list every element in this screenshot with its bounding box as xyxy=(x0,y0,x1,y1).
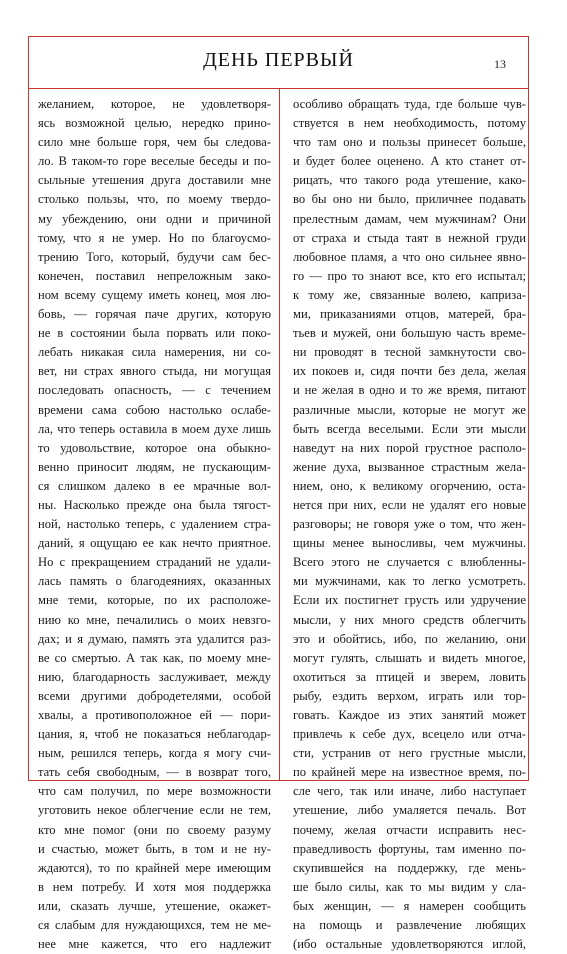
text-line: трению Того, который, будучи сам бес- xyxy=(38,249,271,264)
text-line: жение духа, вызванное страстным жела- xyxy=(293,459,526,474)
text-line: даний, я ощущаю ее как нечто приятное. xyxy=(38,536,271,551)
text-line: их покоев и, сидя почти без дела, желая xyxy=(293,364,526,379)
text-line: что сам получил, по мере возможности xyxy=(38,784,271,799)
text-line: от страха и стыда таят в нежной груди xyxy=(293,230,526,245)
text-line: тому, что я не умер. Но по благоусмо- xyxy=(38,230,271,245)
page-number: 13 xyxy=(494,57,506,71)
text-line: это и обойтись, ибо, по желанию, они xyxy=(293,631,526,646)
text-line: прелестным дамам, чем мужчинам? Они xyxy=(293,211,526,226)
text-line: ми, приказаниями отцов, матерей, бра- xyxy=(293,307,526,322)
text-line: любовное пламя, а что оно сильнее явно- xyxy=(293,249,526,264)
text-line: ми мужчинами, как то легко усмотреть. xyxy=(293,574,526,589)
text-line: то удовольствие, которое она обыкно- xyxy=(38,440,271,455)
text-line: нется при них, если не удалят его новые xyxy=(293,497,526,512)
text-line: к тому же, связанные волею, каприза- xyxy=(293,287,526,302)
text-line: венно приносит людям, не пускающим- xyxy=(38,459,271,474)
text-line: рицать, что такого рода утешение, како- xyxy=(293,173,526,188)
text-line: на помощь и развлечение любящих xyxy=(293,918,526,933)
text-line: ны. Насколько прежде она была тягост- xyxy=(38,497,271,512)
text-line: охотиться за птицей и зверем, ловить xyxy=(293,669,526,684)
text-line: времени сама собою настолько ослабе- xyxy=(38,402,271,417)
text-line: скупившейся на поддержку, где мень- xyxy=(293,860,526,875)
text-line: ной, настолько теперь, с удалением стра- xyxy=(38,517,271,532)
text-line: ся слабым для нуждающихся, тем не ме- xyxy=(38,918,271,933)
text-line: Всего этого не случается с влюбленны- xyxy=(293,555,526,570)
text-line: Но с прекращением страданий не удали- xyxy=(38,555,271,570)
text-line: ся слишком далеко в ее мрачные вол- xyxy=(38,478,271,493)
text-line: нию ко мне, печалились о моих невзго- xyxy=(38,612,271,627)
text-line: лась память о благодеяниях, оказанных xyxy=(38,574,271,589)
text-line: ном всему сущему иметь конец, моя лю- xyxy=(38,287,271,302)
text-line: ни проводят в тесной замкнутости сво- xyxy=(293,345,526,360)
chapter-title: ДЕНЬ ПЕРВЫЙ xyxy=(203,49,354,71)
text-line: сило мне больше горя, чем бы следова- xyxy=(38,135,271,150)
text-line: дах; и я думаю, память эта удалится раз- xyxy=(38,631,271,646)
text-line: мне теми, которые, по их расположе- xyxy=(38,593,271,608)
text-line: что там оно и пользы принесет больше, xyxy=(293,135,526,150)
text-line: лебать никакая сила намерения, ни со- xyxy=(38,345,271,360)
text-line: последовать опасность, — с течением xyxy=(38,383,271,398)
text-line: цания, я, чтоб не показаться неблагодар- xyxy=(38,727,271,742)
column-divider xyxy=(279,89,280,780)
text-line: тьев и мужей, они большую часть време- xyxy=(293,326,526,341)
text-line: сле чего, так или иначе, либо наступает xyxy=(293,784,526,799)
text-line: вет, ни страх явного стыда, ни могущая xyxy=(38,364,271,379)
text-line: нее мне кажется, что его надлежит xyxy=(38,937,271,952)
text-line: праведливость фортуны, там именно по- xyxy=(293,841,526,856)
text-line: не в состоянии была порвать или поко- xyxy=(38,326,271,341)
text-line: бых женщин, — я намерен сообщить xyxy=(293,898,526,913)
text-line: ствуется в нем необходимость, потому xyxy=(293,116,526,131)
text-line: ло. В таком-то горе веселые беседы и по- xyxy=(38,154,271,169)
text-line: кто мне помог (они по своему разуму xyxy=(38,822,271,837)
text-column-left xyxy=(38,95,271,952)
text-line: особливо обращать туда, где больше чув- xyxy=(293,97,526,111)
text-line: конечен, поставил непреложным зако- xyxy=(38,268,271,283)
text-line: хвалы, а противоположное ей — пори- xyxy=(38,708,271,722)
text-line: и не желая в одно и то же время, питают xyxy=(293,383,526,398)
text-line: щины менее выносливы, чем мужчины. xyxy=(293,536,526,551)
text-line: всеми другими добродетелями, особой xyxy=(38,688,271,703)
text-line: и счастью, может быть, в том и не ну- xyxy=(38,841,271,856)
text-line: бовь, — горячая паче других, которую xyxy=(38,307,271,322)
text-line: му убеждению, они одни и причиной xyxy=(38,211,271,226)
text-line: (ибо остальные удовлетворяются иглой, xyxy=(293,937,526,952)
text-line: тать себя свободным, — в возврат того, xyxy=(38,765,271,780)
text-column-right xyxy=(293,95,526,952)
text-line: ждаются), то по крайней мере имеющим xyxy=(38,860,271,875)
text-line: быть всегда веселыми. Если эти мысли xyxy=(293,421,526,436)
text-line: нием, оно, к великому огорчению, оста- xyxy=(293,478,526,493)
text-line: наведут на них порой грустное располо- xyxy=(293,440,526,455)
text-line: и будет более оценено. А кто станет от- xyxy=(293,154,526,169)
text-line: ла, что теперь оставила в моем духе лишь xyxy=(38,421,271,436)
text-line: ным, решился теперь, когда я могу счи- xyxy=(38,746,271,761)
text-line: столько пользы, что, по моему твердо- xyxy=(38,192,271,207)
text-line: по крайней мере на известное время, по- xyxy=(293,765,526,780)
text-line: рыбу, ездить верхом, играть или тор- xyxy=(293,688,526,703)
text-line: ве со смертью. А так как, по моему мне- xyxy=(38,650,271,665)
text-line: разговоры; не говоря уже о том, что жен- xyxy=(293,517,526,532)
page-header xyxy=(29,37,528,89)
text-line: почему, желая отчасти исправить нес- xyxy=(293,822,526,837)
text-line: мысли, у них много средств облегчить xyxy=(293,612,526,627)
text-line: желанием, которое, не удовлетворя- xyxy=(38,97,271,111)
text-line: в нем потребу. И хотя моя поддержка xyxy=(38,879,271,894)
text-line: сти, устранив от него грустные мысли, xyxy=(293,746,526,761)
text-line: Если их постигнет грусть или удручение xyxy=(293,593,526,608)
text-line: ше было силы, как то мы видим у сла- xyxy=(293,879,526,894)
text-line: могут гулять, слышать и видеть многое, xyxy=(293,650,526,665)
text-line: говать. Каждое из этих занятий может xyxy=(293,708,526,722)
text-line: сыльные утешения друга доставили мне xyxy=(38,173,271,188)
text-line: различные мысли, которые не могут же xyxy=(293,402,526,417)
text-line: нию, благодарность заслуживает, между xyxy=(38,669,271,684)
text-line: во бы оно ни было, приличнее подавать xyxy=(293,192,526,207)
text-line: утешение, либо умаляется печаль. Вот xyxy=(293,803,526,818)
text-line: ясь возможной целью, нередко прино- xyxy=(38,116,271,131)
text-line: го — про то знают все, кто его испытал; xyxy=(293,268,526,283)
text-line: привлечь к себе дух, всецело или отча- xyxy=(293,727,526,742)
text-line: уготовить некое облегчение если не тем, xyxy=(38,803,271,818)
text-line: или, сказать лучше, утешение, окажет- xyxy=(38,898,271,913)
